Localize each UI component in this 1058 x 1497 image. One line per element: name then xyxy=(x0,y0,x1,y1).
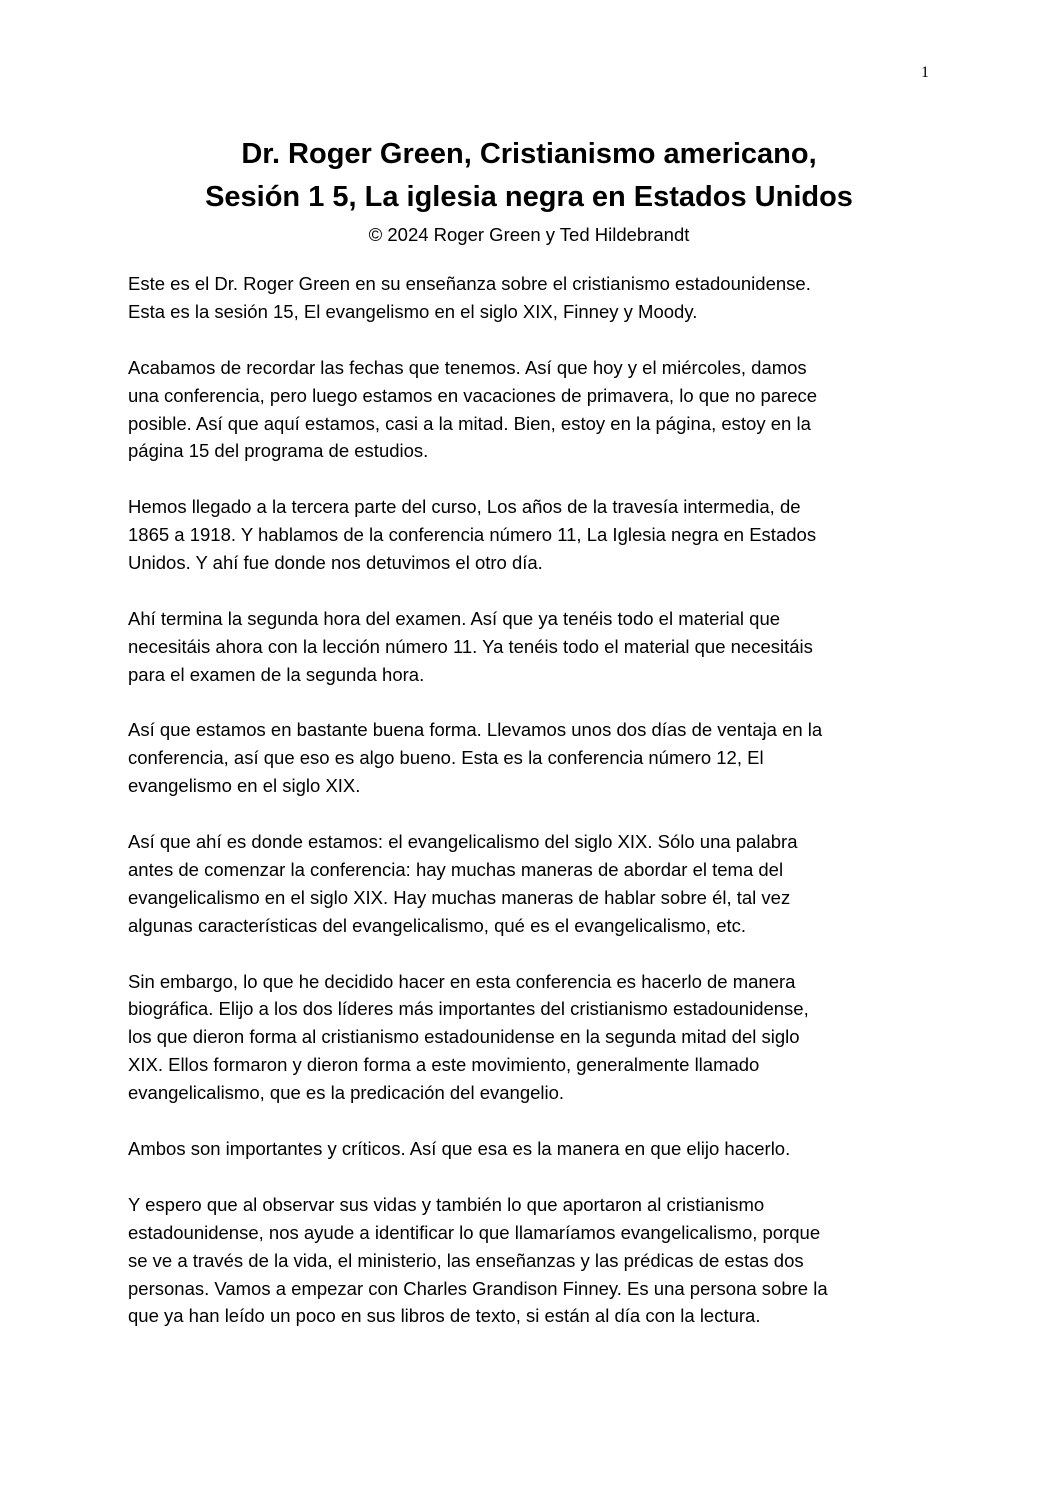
paragraph-line: biográfica. Elijo a los dos líderes más importantes del cristianismo estadounidense, xyxy=(128,998,809,1020)
copyright-notice: © 2024 Roger Green y Ted Hildebrandt xyxy=(368,224,690,245)
paragraph-line: Unidos. Y ahí fue donde nos detuvimos el otro día. xyxy=(128,552,543,574)
paragraph-line: evangelicalismo, que es la predicación del evangelio. xyxy=(128,1082,565,1104)
paragraph xyxy=(128,605,948,689)
paragraph-line: necesitáis ahora con la lección número 11. Ya tenéis todo el material que necesitáis xyxy=(128,635,813,657)
paragraph-line: estadounidense, nos ayude a identificar lo que llamaríamos evangelicalismo, porque xyxy=(128,1221,821,1243)
paragraph-line: XIX. Ellos formaron y dieron forma a este movimiento, generalmente llamado xyxy=(128,1054,760,1076)
title-line-2: Sesión 1 5, La iglesia negra en Estados Unidos xyxy=(205,181,853,213)
paragraph-line: Así que estamos en bastante buena forma. Llevamos unos dos días de ventaja en la xyxy=(128,719,823,741)
paragraph-line: algunas características del evangelicalismo, qué es el evangelicalismo, etc. xyxy=(128,914,747,936)
paragraph-line: página 15 del programa de estudios. xyxy=(128,440,429,462)
paragraph-line: antes de comenzar la conferencia: hay muchas maneras de abordar el tema del xyxy=(128,858,784,880)
paragraph-line: Esta es la sesión 15, El evangelismo en el siglo XIX, Finney y Moody. xyxy=(128,300,698,322)
paragraph-line: 1865 a 1918. Y hablamos de la conferencia número 11, La Iglesia negra en Estados xyxy=(128,524,817,546)
paragraph-line: los que dieron forma al cristianismo estadounidense en la segunda mitad del siglo xyxy=(128,1026,800,1048)
paragraph-line: una conferencia, pero luego estamos en vacaciones de primavera, lo que no parece xyxy=(128,384,818,406)
paragraph-line: Este es el Dr. Roger Green en su enseñanza sobre el cristianismo estadounidense. xyxy=(128,273,811,294)
paragraph-line: Y espero que al observar sus vidas y también lo que aportaron al cristianismo xyxy=(128,1193,765,1215)
paragraph-line: evangelismo en el siglo XIX. xyxy=(128,775,361,797)
paragraph-line: Así que ahí es donde estamos: el evangelicalismo del siglo XIX. Sólo una palabra xyxy=(128,831,798,853)
paragraph-line: Ambos son importantes y críticos. Así que esa es la manera en que elijo hacerlo. xyxy=(128,1137,791,1159)
paragraph-line: Ahí termina la segunda hora del examen. Así que ya tenéis todo el material que xyxy=(128,607,781,629)
paragraph xyxy=(128,270,948,326)
paragraph-line: Acabamos de recordar las fechas que tenemos. Así que hoy y el miércoles, damos xyxy=(128,356,807,378)
document-title xyxy=(0,133,1058,219)
document-body xyxy=(128,270,948,1358)
title-line-1: Dr. Roger Green, Cristianismo americano, xyxy=(241,138,817,170)
paragraph xyxy=(128,493,948,577)
paragraph xyxy=(128,968,948,1108)
paragraph-line: Sin embargo, lo que he decidido hacer en esta conferencia es hacerlo de manera xyxy=(128,970,796,992)
paragraph-line: posible. Así que aquí estamos, casi a la mitad. Bien, estoy en la página, estoy en la xyxy=(128,412,811,434)
paragraph-line: conferencia, así que eso es algo bueno. Esta es la conferencia número 12, El xyxy=(128,747,764,769)
paragraph xyxy=(128,1135,948,1163)
paragraph-line: Hemos llegado a la tercera parte del curso, Los años de la travesía intermedia, de xyxy=(128,496,801,518)
paragraph-line: personas. Vamos a empezar con Charles Grandison Finney. Es una persona sobre la xyxy=(128,1277,828,1299)
paragraph xyxy=(128,716,948,800)
paragraph-line: se ve a través de la vida, el ministerio, las enseñanzas y las prédicas de estas dos xyxy=(128,1249,804,1271)
paragraph-line: evangelicalismo en el siglo XIX. Hay muchas maneras de hablar sobre él, tal vez xyxy=(128,886,791,908)
paragraph xyxy=(128,1191,948,1331)
paragraph xyxy=(128,354,948,466)
page-number: 1 xyxy=(921,64,929,81)
paragraph-line: para el examen de la segunda hora. xyxy=(128,663,425,685)
paragraph xyxy=(128,828,948,940)
paragraph-line: que ya han leído un poco en sus libros de texto, si están al día con la lectura. xyxy=(128,1305,761,1327)
